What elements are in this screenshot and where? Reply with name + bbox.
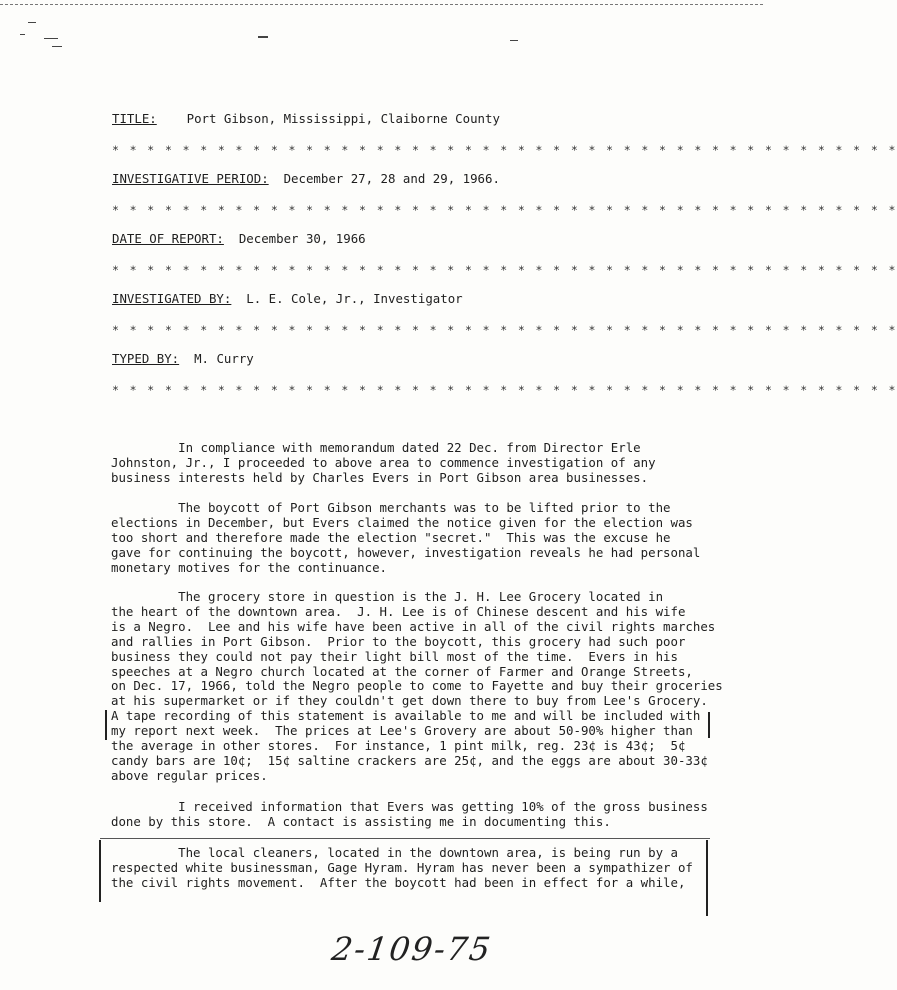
- paragraph-1: [111, 441, 711, 486]
- scan-speck: [44, 38, 58, 39]
- text-line: and rallies in Port Gibson. Prior to the boycott, this grocery had such poor: [111, 633, 686, 649]
- date-line: [112, 231, 366, 246]
- text-line: In compliance with memorandum dated 22 Dec. from Director Erle: [111, 440, 641, 455]
- period-label: INVESTIGATIVE PERIOD:: [112, 171, 269, 186]
- scan-speck: [28, 22, 36, 23]
- text-line: respected white businessman, Gage Hyram. Hyram has never been a sympathizer of: [111, 859, 693, 875]
- text-line: my report next week. The prices at Lee's Grovery are about 50-90% higher than: [111, 723, 693, 739]
- text-line: elections in December, but Evers claimed the notice given for the election was: [111, 514, 693, 530]
- margin-bracket-left: [105, 710, 107, 740]
- text-line: speeches at a Negro church located at the corner of Farmer and Orange Streets,: [111, 663, 693, 679]
- text-line: A tape recording of this statement is available to me and will be included with: [111, 708, 701, 724]
- text-line: The grocery store in question is the J. H. Lee Grocery located in: [111, 589, 664, 604]
- margin-bracket-right: [708, 712, 710, 738]
- investigator-line: [112, 291, 463, 306]
- investigator-label: INVESTIGATED BY:: [112, 291, 232, 306]
- separator: * * * * * * * * * * * * * * * * * * * * * * * * * * * * * * * * * * * * * * * * * * * * *: [112, 323, 897, 337]
- date-label: DATE OF REPORT:: [112, 231, 224, 246]
- top-edge-rule: [0, 4, 763, 5]
- text-line: gave for continuing the boycott, however, investigation reveals he had personal: [111, 544, 701, 560]
- title-label: TITLE:: [112, 111, 157, 126]
- title-value: Port Gibson, Mississippi, Claiborne County: [186, 111, 500, 126]
- paragraph-4: [111, 800, 711, 830]
- box-bracket-left: [99, 840, 101, 902]
- separator: * * * * * * * * * * * * * * * * * * * * * * * * * * * * * * * * * * * * * * * * * * * * *: [112, 263, 897, 277]
- boxed-section-rule: [100, 838, 710, 839]
- separator: * * * * * * * * * * * * * * * * * * * * * * * * * * * * * * * * * * * * * * * * * * * * *: [112, 383, 897, 397]
- text-line: monetary motives for the continuance.: [111, 559, 388, 575]
- text-line: the civil rights movement. After the boycott had been in effect for a while,: [111, 874, 686, 890]
- text-line: Johnston, Jr., I proceeded to above area to commence investigation of any: [111, 454, 656, 470]
- investigator-value: L. E. Cole, Jr., Investigator: [246, 291, 463, 306]
- title-line: [112, 111, 500, 126]
- text-line: at his supermarket or if they couldn't get down there to buy from Lee's Grocery.: [111, 693, 708, 709]
- scan-speck: [52, 46, 62, 47]
- typist-label: TYPED BY:: [112, 351, 180, 366]
- text-line: I received information that Evers was getting 10% of the gross business: [111, 799, 708, 814]
- scan-speck: [20, 34, 25, 35]
- scan-speck: [258, 36, 268, 38]
- separator: * * * * * * * * * * * * * * * * * * * * * * * * * * * * * * * * * * * * * * * * * * * * *: [112, 143, 897, 157]
- paragraph-5: [111, 846, 711, 891]
- text-line: the average in other stores. For instance, 1 pint milk, reg. 23¢ is 43¢; 5¢: [111, 738, 686, 754]
- text-line: too short and therefore made the election "secret." This was the excuse he: [111, 529, 671, 545]
- text-line: The boycott of Port Gibson merchants was to be lifted prior to the: [111, 500, 671, 515]
- date-value: December 30, 1966: [238, 231, 366, 246]
- text-line: above regular prices.: [111, 767, 268, 783]
- text-line: the heart of the downtown area. J. H. Lee is of Chinese descent and his wife: [111, 603, 686, 619]
- handwritten-document-number: 2-109-75: [329, 930, 495, 968]
- text-line: The local cleaners, located in the downtown area, is being run by a: [111, 845, 678, 860]
- text-line: is a Negro. Lee and his wife have been active in all of the civil rights marches: [111, 618, 716, 634]
- text-line: on Dec. 17, 1966, told the Negro people to come to Fayette and buy their groceries: [111, 678, 723, 694]
- text-line: business interests held by Charles Evers in Port Gibson area businesses.: [111, 469, 649, 485]
- typist-line: [112, 351, 254, 366]
- text-line: candy bars are 10¢; 15¢ saltine crackers are 25¢, and the eggs are about 30-33¢: [111, 752, 708, 768]
- paragraph-3: [111, 589, 723, 784]
- period-value: December 27, 28 and 29, 1966.: [283, 171, 500, 186]
- text-line: done by this store. A contact is assisting me in documenting this.: [111, 813, 611, 829]
- scan-speck: [510, 40, 518, 41]
- period-line: [112, 171, 500, 186]
- paragraph-2: [111, 501, 711, 576]
- text-line: business they could not pay their light bill most of the time. Evers in his: [111, 648, 678, 664]
- typist-value: M. Curry: [194, 351, 254, 366]
- separator: * * * * * * * * * * * * * * * * * * * * * * * * * * * * * * * * * * * * * * * * * * * * *: [112, 203, 897, 217]
